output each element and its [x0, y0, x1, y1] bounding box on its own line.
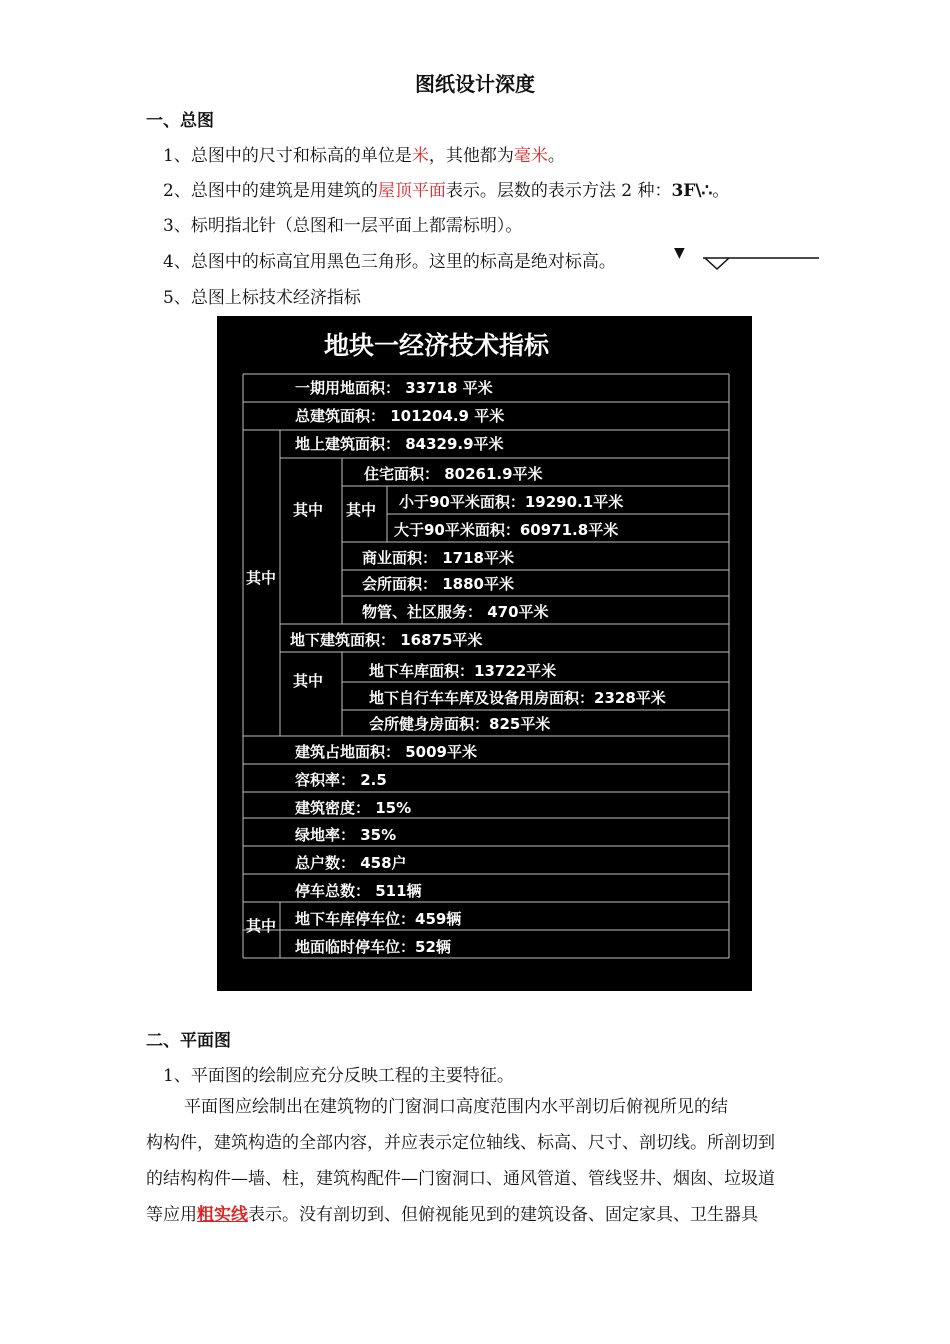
elevation-symbol-icon [703, 254, 821, 272]
paragraph-line: 平面图应绘制出在建筑物的门窗洞口高度范围内水平剖切后俯视所见的结 [184, 1097, 728, 1117]
highlight-text: 米 [411, 146, 429, 166]
item-text: 。 [547, 146, 565, 166]
table-cell: 物管、社区服务： 470平米 [362, 603, 549, 621]
table-cell: 地下自行车车库及设备用房面积：2328平米 [369, 689, 666, 707]
list-item-2 [163, 176, 729, 201]
qizhong-label: 其中 [246, 569, 277, 587]
table-cell: 会所健身房面积：825平米 [369, 715, 551, 733]
list-item-5: 5、总图上标技术经济指标 [163, 288, 361, 308]
table-cell: 停车总数： 511辆 [295, 882, 422, 900]
item-text: ，其他都为 [428, 146, 514, 166]
list-item-1 [163, 141, 565, 166]
item-text: 2、总图中的建筑是用建筑的 [163, 181, 378, 201]
qizhong-label: 其中 [246, 917, 277, 935]
table-cell: 地面临时停车位：52辆 [295, 938, 451, 956]
paragraph-line: 构构件，建筑构造的全部内容，并应表示定位轴线、标高、尺寸、剖切线。所剖切到 [146, 1133, 775, 1153]
table-cell: 住宅面积： 80261.9平米 [364, 465, 543, 483]
table-cell: 建筑占地面积： 5009平米 [295, 743, 477, 761]
table-cell: 总户数： 458户 [295, 854, 407, 872]
table-cell: 地上建筑面积： 84329.9平米 [295, 435, 504, 453]
qizhong-label: 其中 [346, 501, 377, 519]
table-cell: 建筑密度： 15% [295, 799, 412, 817]
paragraph-floor-plan [146, 1089, 808, 1233]
table-cell: 地下车库停车位：459辆 [295, 910, 462, 928]
item-text: 1、总图中的尺寸和标高的单位是 [163, 146, 412, 166]
item-text: 表示。层数的表示方法 2 种： [445, 181, 672, 201]
qizhong-label: 其中 [293, 672, 324, 690]
elevation-triangle-icon: ▼ [674, 245, 685, 261]
section-heading-floor-plan: 二、平面图 [146, 1031, 231, 1051]
paragraph-line: 的结构构件—墙、柱，建筑构配件—门窗洞口、通风管道、管线竖井、烟囱、垃圾道 [146, 1169, 775, 1189]
table-cell: 小于90平米面积：19290.1平米 [399, 493, 624, 511]
table-cell: 总建筑面积： 101204.9 平米 [295, 407, 505, 425]
list-item-floor-plan-1: 1、平面图的绘制应充分反映工程的主要特征。 [163, 1066, 514, 1086]
section-heading-general-plan: 一、总图 [146, 111, 214, 131]
highlight-text: 屋顶平面 [377, 181, 446, 201]
emphasis-text: 粗实线 [197, 1205, 248, 1225]
list-item-3: 3、标明指北针（总图和一层平面上都需标明）。 [163, 216, 523, 236]
floor-notation: 3F\∴ [671, 181, 713, 201]
table-title: 地块一经济技术指标 [324, 331, 550, 360]
qizhong-label: 其中 [293, 501, 324, 519]
paragraph-text: 表示。没有剖切到、但俯视能见到的建筑设备、固定家具、卫生器具 [248, 1205, 758, 1225]
list-item-4: 4、总图中的标高宜用黑色三角形。这里的标高是绝对标高。 [163, 252, 616, 272]
table-cell: 大于90平米面积：60971.8平米 [394, 521, 619, 539]
table-cell: 地下建筑面积： 16875平米 [290, 631, 483, 649]
economic-indicators-table-image [217, 316, 752, 991]
table-cell: 会所面积： 1880平米 [362, 575, 514, 593]
table-cell: 一期用地面积： 33718 平米 [295, 379, 493, 397]
table-cell: 容积率： 2.5 [295, 771, 387, 789]
highlight-text: 毫米 [513, 146, 548, 166]
paragraph-line [146, 1197, 808, 1233]
paragraph-text: 等应用 [146, 1205, 197, 1225]
table-cell: 地下车库面积：13722平米 [369, 662, 557, 680]
page-title: 图纸设计深度 [415, 72, 535, 96]
item-text: 。 [712, 181, 730, 201]
table-cell: 绿地率： 35% [295, 826, 397, 844]
table-cell: 商业面积： 1718平米 [362, 549, 514, 567]
